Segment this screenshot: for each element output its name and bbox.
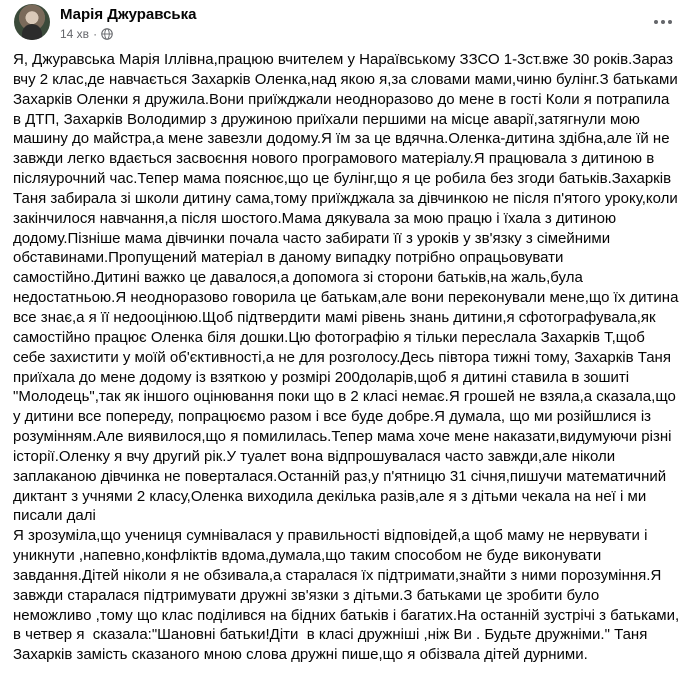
post-paragraph: Я, Джуравська Марія Іллівна,працюю вчителем у Нараївському ЗЗСО 1-3ст.вже 30 років.Зараз вчу 2 клас,де навчається Захарків Оленка,над якою я,за словами мами,чиню булінг.З батьками Захарків Оленки я дружила.Вони приїжджали неодноразово до мене в гості Коли я потрапила в ДТП, Захарків Володимир з дружиною приїхали першими на місце аварії,затягнули мою машину до майстра,а мене завезли додому.Я їм за це вдячна.Оленка-дитина здібна,але їй не завжди легко вдається засвоєння нового програмового матеріалу.Я працювала з дитиною в післяурочний час.Тепер мама пояснює,що це булінг,що я це робила без згоди батьків.Захарків Таня забирала зі школи дитину сама,тому приїжджала за дівчинкою не після п'ятого уроку,коли закінчилося навчання,а після шостого.Мама дякувала за мою працю і їхала з дитиною додому.Пізніше мама дівчинки почала часто забирати її з уроків у зв'язку з сімейними обставинами.Пропущений матеріал в даному випадку потрібно опрацьовувати самостійно.Дитині важко це давалося,а допомога зі сторони батьків,на жаль,була недостатньою.Я неодноразово говорила це батькам,але вони переконували мене,що їх дитина все знає,а я її недооцінюю.Щоб підтвердити мамі рівень знань дитини,я сфотографувала,як самостійно працює Оленка біля дошки.Цю фотографію я тільки переслала Захарків Т,щоб себе захистити у моїй об'єктивності,а не для розголосу.Десь півтора тижні тому, Захарків Таня приїхала до мене додому із взяткою у розмірі 200доларів,щоб я дитині ставила в зошиті "Молодець",так як іншого оцінювання поки що в 2 класі немає.Я грошей не взяла,а сказала,що у дитини все попереду, попрацюємо разом і все буде добре.Я думала, що ми розійшлися із розумінням.Але виявилося,що я помилилась.Тепер мама хоче мене наказати,видумуючи різні історії.Оленку я вчу другий рік.У туалет вона відпрошувалася часто завжди,але ніколи заплаканою дівчинка не поверталася.Останній раз,у п'ятницю 31 січня,пишучи математичний диктант з учнями 2 класу,Оленка виходила декілька разів,але я з дітьми чекала на неї і ми писали далі	[13, 51, 683, 525]
post-body	[13, 50, 684, 665]
meta-separator: ·	[93, 27, 98, 41]
post-paragraph: Я зрозуміла,що учениця сумнівалася у правильності відповідей,а щоб маму не нервувати і уникнути ,напевно,конфліктів вдома,думала,що таким способом не буде виконувати завдання.Дітей ніколи я не обзивала,а старалася їх підтримати,знайти з ними порозуміння.Я завжди старалася підтримувати дружні зв'язки з дітьми.З батьками це зробити було неможливо ,тому що клас поділився на бідних батьків і багатих.На останній зустрічі з батьками, в четвер я сказала:"Шановні батьки!Діти в класі дружніші ,ніж Ви . Будьте дружніми." Таня Захарків замість сказаного мною слова дружні пише,що я обізвала дітей дурними.	[13, 527, 684, 664]
post-meta	[60, 27, 113, 41]
author-name[interactable]: Марія Джуравська	[60, 6, 197, 23]
globe-icon[interactable]	[101, 28, 113, 40]
author-avatar[interactable]	[14, 4, 50, 40]
more-options-icon[interactable]	[647, 6, 679, 38]
post-time[interactable]: 14 хв	[60, 27, 90, 41]
post-header	[14, 2, 679, 44]
